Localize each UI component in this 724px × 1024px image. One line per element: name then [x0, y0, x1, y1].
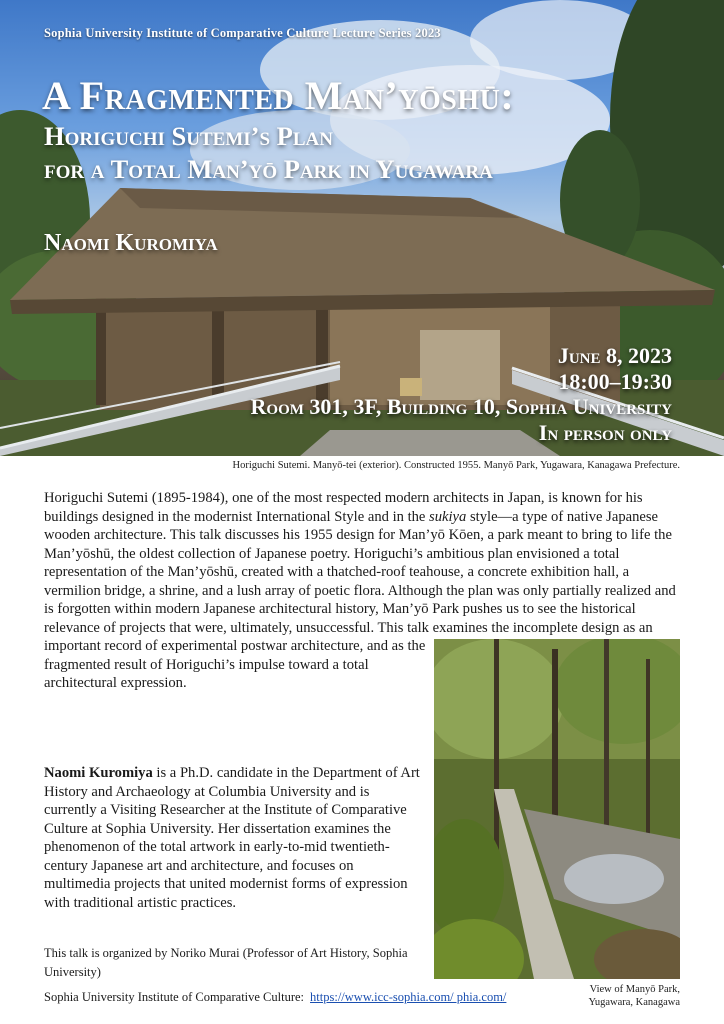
park-caption-line-2: Yugawara, Kanagawa [588, 996, 680, 1008]
abstract-text-1: Horiguchi Sutemi (1895-1984), one of the most respected modern architects in Japan, is known for his buildings designed in the modernist International Style and in the [44, 490, 643, 525]
website-link[interactable]: https://www.icc-sophia.com/ phia.com/ [310, 990, 507, 1004]
organizer-note: This talk is organized by Noriko Murai (Professor of Art History, Sophia University) [44, 946, 408, 979]
event-location: Room 301, 3F, Building 10, Sophia University [250, 394, 672, 419]
event-date: June 8, 2023 [557, 343, 672, 368]
park-caption-line-1: View of Manyō Park, [589, 984, 680, 995]
bio-text: is a Ph.D. candidate in the Department of Art History and Archaeology at Columbia University and is currently a Visiting Researcher at the Institute of Comparative Culture at Sophia University. Her dissertation examines the phenomenon of the total artwork in early-to-mid twentieth-century Japanese art and architecture, and focuses on multimedia projects that united modernist forms of expression with traditional artistic practices. [44, 765, 420, 911]
hero-photo-caption: Horiguchi Sutemi. Manyō-tei (exterior). Constructed 1955. Manyō Park, Yugawara, Kanagawa Prefecture. [232, 460, 680, 471]
page-subtitle [44, 120, 493, 186]
speaker-name: Naomi Kuromiya [44, 230, 218, 256]
page-title: A Fragmented Man’yōshū: [42, 73, 515, 118]
event-time: 18:00–19:30 [558, 368, 672, 394]
footer [44, 990, 506, 1005]
footer-label: Sophia University Institute of Comparative Culture: [44, 990, 305, 1004]
manyo-park-photo [434, 639, 680, 979]
subtitle-line-1: Horiguchi Sutemi’s Plan [44, 121, 333, 151]
event-format: In person only [538, 419, 672, 445]
speaker-bio [44, 764, 420, 912]
bio-paragraph [44, 764, 420, 912]
park-forest-image [434, 639, 680, 979]
bio-name: Naomi Kuromiya [44, 765, 153, 781]
event-details [251, 343, 672, 445]
lecture-series-label: Sophia University Institute of Comparative Culture Lecture Series 2023 [44, 26, 441, 40]
park-photo-caption [588, 984, 680, 1009]
subtitle-line-2: for a Total Man’yō Park in Yugawara [44, 154, 493, 184]
abstract-text-2: style—a type of native Japanese wooden architecture. This talk discusses his 1955 design for Man’yō Kōen, a park meant to bring to life the Man’yōshū, the oldest collection of Japanese poetry. Horiguchi’s ambitious plan envisioned a total representation of the Man’yōshū, created with a thatched-roof teahouse, a concrete exhibition hall, a vermilion bridge, a shrine, and a lush array of poetic flora. Although the plan was only partially realized and is forgotten within modern Japanese architectural history, Man’yō Park pushes us to see the historical relevance of projects that were, ultimately, unsuccessful. This talk examines the incomplete design as an important record of experimental postwar architecture, and as the fragmented result of Horiguchi’s impulse toward a total architectural expression. [44, 508, 676, 691]
hero-banner [0, 0, 724, 456]
abstract-term-sukiya: sukiya [429, 508, 467, 525]
